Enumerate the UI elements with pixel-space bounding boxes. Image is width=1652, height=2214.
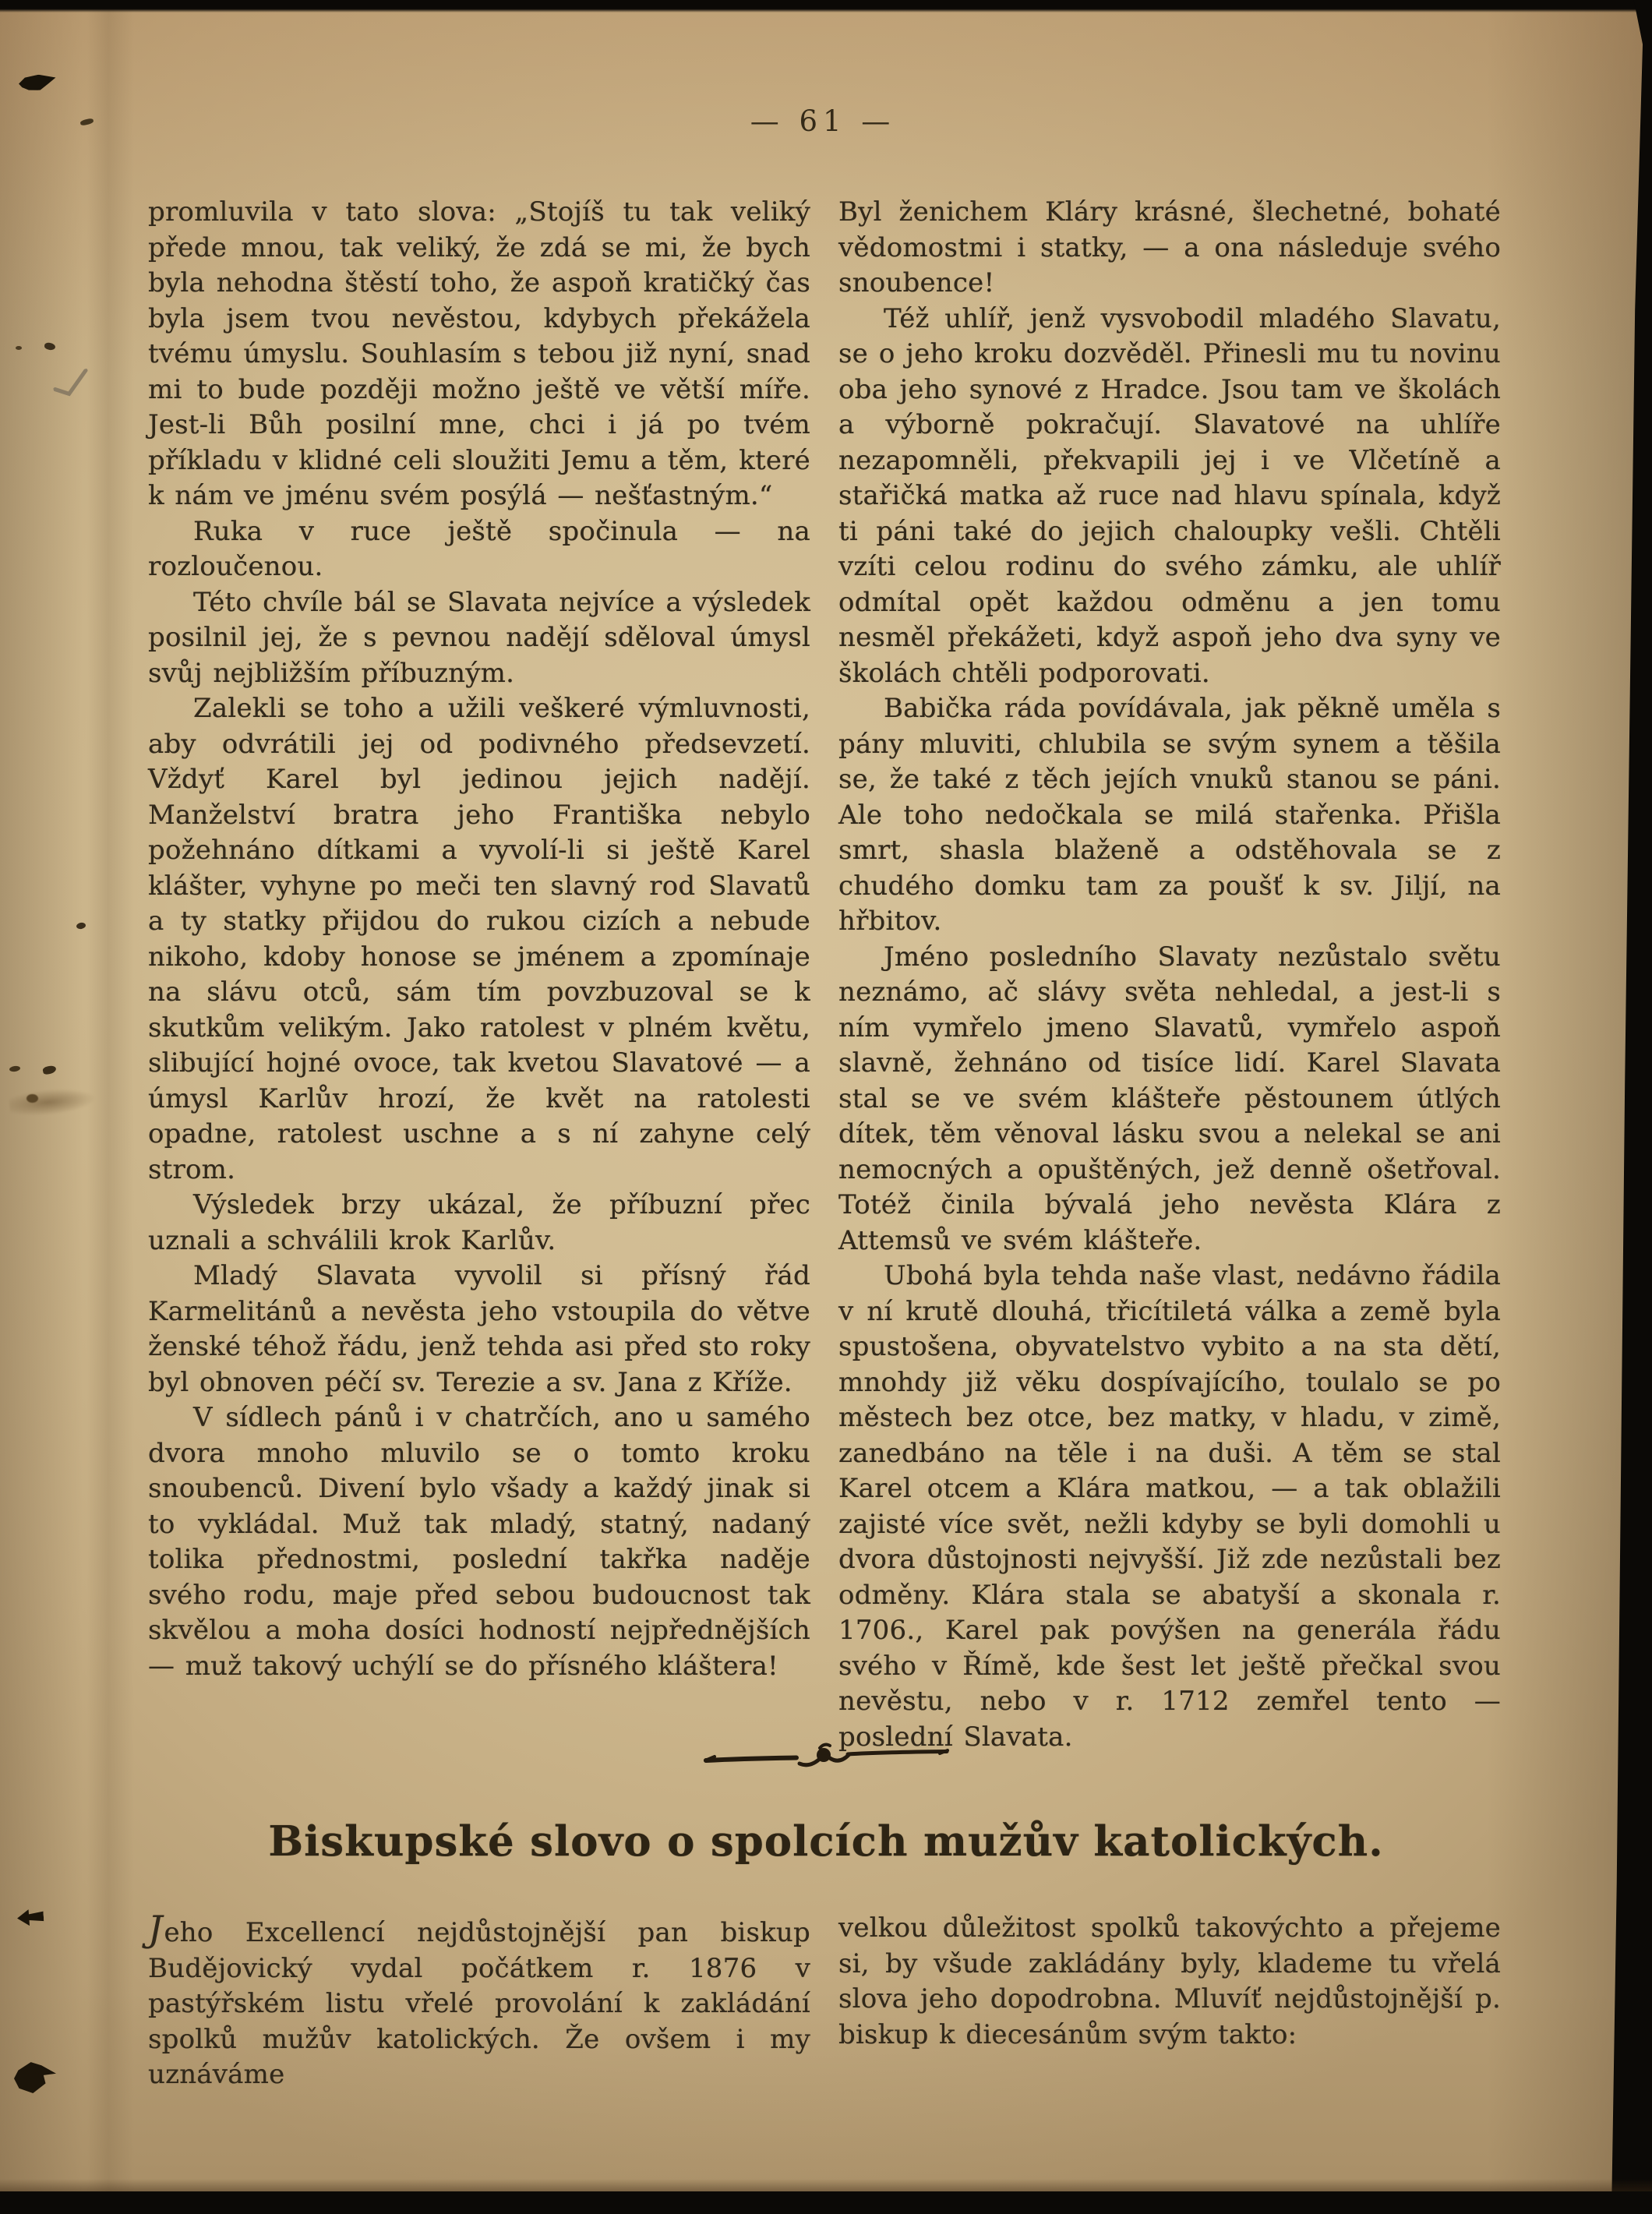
story-right-column <box>838 195 1501 1755</box>
scan-edge-bottom <box>0 2191 1652 2214</box>
flourish-divider-graphic <box>703 1743 951 1775</box>
ink-speck <box>44 342 55 351</box>
pencil-check-mark <box>51 368 94 401</box>
ink-blot-arrow <box>16 1909 44 1926</box>
page-bottom-shadow <box>0 2179 1652 2191</box>
decorative-initial: J <box>148 1908 164 1950</box>
paragraph: promluvila v tato slova: „Stojíš tu tak veliký přede mnou, tak veliký, že zdá se mi, že bych byla nehodna štěstí toho, že aspoň kratičký čas byla jsem tvou nevěstou, kdybych překážela tvému úmyslu. Souhlasím s tebou již nyní, snad mi to bude později možno ještě ve větší míře. Jest-li Bůh posilní mne, chci i já po tvém příkladu v klidné celi sloužiti Jemu a těm, které k nám ve jménu svém posýlá — nešťastným.“ <box>148 196 810 511</box>
paragraph: Byl ženichem Kláry krásné, šlechetné, bohaté vědomostmi i statky, — a ona následuje svého snoubence! <box>838 196 1501 298</box>
section-right-column <box>838 1911 1501 2093</box>
ink-smudge-spot <box>26 1094 38 1103</box>
paragraph: Též uhlíř, jenž vysvobodil mladého Slavatu, se o jeho kroku dozvěděl. Přinesli mu tu novinu oba jeho synové z Hradce. Jsou tam ve školách a výborně pokračují. Slavatové na uhlíře nezapomněli, překvapili jej i ve Vlčetíně a stařičká matka až ruce nad hlavu spínala, když ti páni také do jejich chaloupky vešli. Chtěli vzíti celou rodinu do svého zámku, ale uhlíř odmítal opět každou odměnu a jen tomu nesměl překážeti, když aspoň jeho dva syny ve školách chtěli podporovati. <box>838 302 1501 689</box>
paragraph: Zalekli se toho a užili veškeré výmluvnosti, aby odvrátili jej od podivného předsevzetí. Vždyť Karel byl jedinou jejich nadějí. Manželství bratra jeho Františka nebylo požehnáno dítkami a vyvolí-li si ještě Karel klášter, vyhyne po meči ten slavný rod Slavatů a ty statky přijdou do rukou cizích a nebude nikoho, kdoby honose se jménem a zpomínaje na slávu otců, sám tím povzbuzoval se k skutkům velikým. Jako ratolest v plném květu, slibující hojné ovoce, tak kvetou Slavatové — a úmysl Karlův hrozí, že květ na ratolesti opadne, ratolest uschne a s ní zahyne celý strom. <box>148 693 810 1185</box>
paragraph: Babička ráda povídávala, jak pěkně uměla s pány mluviti, chlubila se svým synem a těšila se, že také z těch jejích vnuků stanou se páni. Ale toho nedočkala se milá stařenka. Přišla smrt, shasla blaženě a odstěhovala se z chudého domku tam za poušť k sv. Jiljí, na hřbitov. <box>838 693 1501 937</box>
paragraph: Jeho Excellencí nejdůstojnější pan biskup Budějovický vydal počátkem r. 1876 v pastýřském listu vřelé provolání k zakládání spolků mužův katolických. Že ovšem i my uznáváme <box>148 1908 810 2090</box>
ink-speck <box>9 1065 21 1072</box>
paragraph: V sídlech pánů i v chatrčích, ano u samého dvora mnoho mluvilo se o tomto kroku snoubenců. Divení bylo všady a každý jinak si to vykládal. Muž tak mladý, statný, nadaný tolika přednostmi, poslední takřka naděje svého rodu, maje před sebou budoucnost tak skvělou a moha dosíci hodností nejpřednějších — muž takový uchýlí se do přísného kláštera! <box>148 1402 810 1682</box>
ink-speck <box>76 922 86 930</box>
paragraph: Ruka v ruce ještě spočinula — na rozloučenou. <box>148 515 810 582</box>
paragraph: velkou důležitost spolků takovýchto a přejeme si, by všude zakládány byly, klademe tu vřelá slova jeho dopodrobna. Mluvíť nejdůstojnější p. biskup k diecesánům svým takto: <box>838 1912 1501 2050</box>
ink-blot-top-left <box>18 73 57 93</box>
paragraph: Výsledek brzy ukázal, že příbuzní přec uznali a schválili krok Karlův. <box>148 1189 810 1256</box>
paragraph: Mladý Slavata vyvolil si přísný řád Karmelitánů a nevěsta jeho vstoupila do větve ženské téhož řádu, jenž tehda asi před sto roky byl obnoven péčí sv. Terezie a sv. Jana z Kříže. <box>148 1260 810 1398</box>
ink-speck <box>42 1065 57 1075</box>
paper-fold-shadow <box>87 0 134 2214</box>
ink-speck <box>16 346 22 350</box>
ink-smudge <box>9 1086 96 1118</box>
page-number: — 61 — <box>750 104 896 138</box>
story-left-column <box>148 195 810 1755</box>
section-left-column <box>148 1908 810 2093</box>
paragraph: Ubohá byla tehda naše vlast, nedávno řádila v ní krutě dlouhá, třicítiletá válka a země byla spustošena, obyvatelstvo vybito a na sta dětí, mnohdy již věku dospívajícího, toulalo se po městech bez otce, bez matky, v hladu, v zimě, zanedbáno na těle i na duši. A těm se stal Karel otcem a Klára matkou, — a tak oblažili zajisté více svět, nežli kdyby se byli domohli u dvora důstojnosti nejvyšší. Již zde nezůstali bez odměny. Klára stala se abatyší a skonala r. 1706., Karel pak povýšen na generála řádu svého v Římě, kde šest let ještě přečkal svou nevěstu, nebo v r. 1712 zemřel tento — poslední Slavata. <box>838 1260 1501 1753</box>
section-divider-ornament <box>703 1743 951 1775</box>
paragraph: Jméno posledního Slavaty nezůstalo světu neznámo, ač slávy světa nehledal, a jest-li s ním vymřelo jmeno Slavatů, vymřelo aspoň slavně, žehnáno od tisíce lidí. Karel Slavata stal se ve svém klášteře pěstounem útlých dítek, těm věnoval lásku svou a nelekal se ani nemocných a opuštěných, jež denně ošetřoval. Totéž činila bývalá jeho nevěsta Klára z Attemsů ve svém klášteře. <box>838 941 1501 1256</box>
story-columns <box>148 195 1501 1755</box>
section-columns <box>148 1908 1501 2093</box>
ink-blot-bottom-left <box>14 2060 56 2093</box>
section-title: Biskupské slovo o spolcích mužův katolických. <box>268 1817 1384 1866</box>
scan-edge-top <box>0 0 1652 12</box>
scan-edge-right <box>1611 0 1652 2214</box>
paragraph: Této chvíle bál se Slavata nejvíce a výsledek posilnil jej, že s pevnou nadějí sděloval úmysl svůj nejbližším příbuzným. <box>148 586 810 689</box>
